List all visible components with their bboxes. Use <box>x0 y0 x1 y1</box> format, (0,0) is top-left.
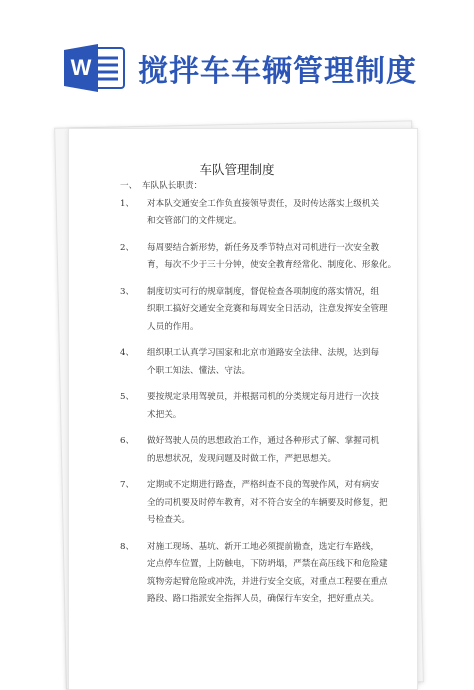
list-item <box>120 240 420 275</box>
item-number: 3、 <box>120 286 135 297</box>
list-item <box>120 196 420 231</box>
document-title: 车队管理制度 <box>199 162 275 177</box>
item-number: 1、 <box>120 198 135 209</box>
item-text-line: 定期或不定期进行路查，严格纠查不良的驾驶作风，对有病安 <box>147 480 380 491</box>
item-text-line: 路段、路口指派安全指挥人员，确保行车安全，把好重点关。 <box>147 594 380 605</box>
document-body <box>120 178 420 618</box>
item-text-line: 人员的作用。 <box>147 321 199 332</box>
item-text-line: 要按规定录用驾驶员，并根据司机的分类规定每月进行一次技 <box>147 392 380 403</box>
item-text-line: 全的司机要及时停车教育，对不符合安全的车辆要及时修复，把 <box>147 497 388 508</box>
list-item <box>120 539 420 609</box>
item-text-line: 组织职工认真学习国家和北京市道路安全法律、法规，达到每 <box>147 348 380 359</box>
item-text-line: 制度切实可行的规章制度，督促检查各项制度的落实情况，组 <box>147 286 380 297</box>
section-number: 一、 <box>120 181 138 191</box>
list-item <box>120 345 420 380</box>
item-number: 4、 <box>120 348 135 359</box>
item-text-line: 号检查关。 <box>147 515 190 526</box>
item-number: 7、 <box>120 480 135 491</box>
list-item <box>120 284 420 337</box>
item-text-line: 和交管部门的文件规定。 <box>147 216 242 227</box>
item-text-line: 的思想状况，发现问题及时做工作，严把思想关。 <box>147 453 337 464</box>
banner-title: 搅拌车车辆管理制度 <box>138 54 417 89</box>
item-text-line: 每周要结合新形势，新任务及季节特点对司机进行一次安全教 <box>147 242 380 253</box>
list-item <box>120 389 420 424</box>
page-banner <box>0 0 474 110</box>
item-number: 2、 <box>120 242 135 253</box>
item-text-line: 定点停车位置，上防触电，下防坍塌，严禁在高压线下和危险建 <box>147 559 388 570</box>
item-number: 5、 <box>120 392 135 403</box>
list-item <box>120 433 420 468</box>
item-text-line: 做好驾驶人员的思想政治工作，通过各种形式了解、掌握司机 <box>147 436 380 447</box>
item-text-line: 对本队交通安全工作负直接领导责任，及时传达落实上级机关 <box>147 198 380 209</box>
item-text-line: 个职工知法、懂法、守法。 <box>147 365 251 376</box>
item-number: 6、 <box>120 436 135 447</box>
item-text-line: 术把关。 <box>147 409 182 420</box>
item-text-line: 对施工现场、基坑、新开工地必须提前勘查，选定行车路线， <box>147 541 380 552</box>
section-heading <box>120 178 420 196</box>
item-text-line: 织职工搞好交通安全竞赛和每周安全日活动，注意发挥安全管理 <box>147 304 388 315</box>
list-item <box>120 477 420 530</box>
word-document-icon <box>62 44 126 92</box>
item-text-line: 筑物旁起臂危险或冲洗，并进行安全交底，对重点工程要在重点 <box>147 576 388 587</box>
item-text-line: 育，每次不少于三十分钟，使安全教育经常化、制度化、形象化。 <box>147 260 397 271</box>
section-label: 车队队长职责： <box>142 181 203 191</box>
item-number: 8、 <box>120 541 135 552</box>
svg-text:W: W <box>70 55 92 80</box>
